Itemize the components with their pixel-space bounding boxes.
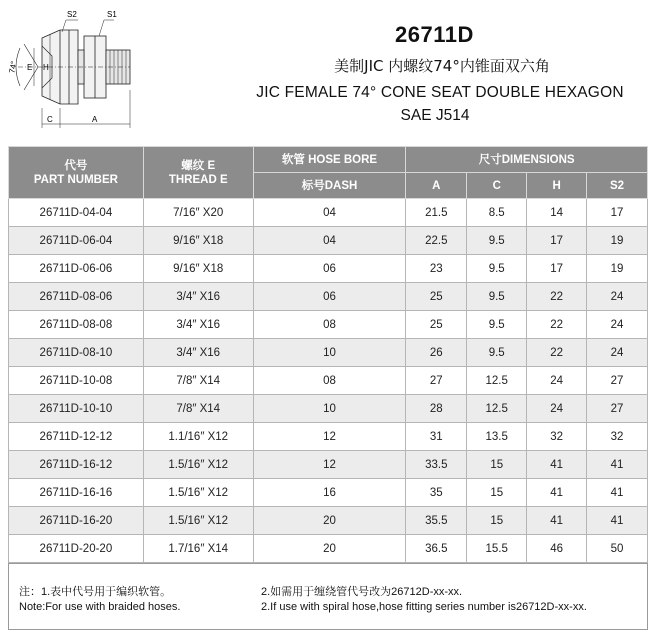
label-s2: S2 [67, 10, 77, 19]
cell-dash: 06 [253, 255, 406, 283]
label-s1: S1 [107, 10, 117, 19]
cell-c: 9.5 [467, 339, 527, 367]
part-series-code: 26711D [395, 22, 474, 47]
cell-c: 13.5 [467, 423, 527, 451]
cell-h: 17 [527, 227, 587, 255]
cell-h: 22 [527, 283, 587, 311]
cell-a: 33.5 [406, 451, 467, 479]
cell-h: 14 [527, 199, 587, 227]
cell-s2: 41 [587, 451, 648, 479]
cell-dash: 16 [253, 479, 406, 507]
cell-h: 24 [527, 367, 587, 395]
cell-c: 9.5 [467, 311, 527, 339]
title-english: JIC FEMALE 74° CONE SEAT DOUBLE HEXAGON [256, 84, 624, 101]
label-angle: 74° [7, 60, 19, 74]
table-row [9, 283, 648, 311]
cell-a: 21.5 [406, 199, 467, 227]
header-thread-cn: 螺纹 E [181, 159, 216, 172]
table-row [9, 535, 648, 563]
cell-thread: 3/4″ X16 [143, 311, 253, 339]
cell-c: 9.5 [467, 227, 527, 255]
cell-c: 15 [467, 451, 527, 479]
cell-part-number: 26711D-20-20 [9, 535, 144, 563]
cell-a: 36.5 [406, 535, 467, 563]
cell-h: 17 [527, 255, 587, 283]
cell-s2: 17 [587, 199, 648, 227]
cell-dash: 06 [253, 283, 406, 311]
cell-a: 23 [406, 255, 467, 283]
cell-dash: 12 [253, 451, 406, 479]
cell-thread: 1.1/16″ X12 [143, 423, 253, 451]
cell-h: 24 [527, 395, 587, 423]
cell-s2: 41 [587, 479, 648, 507]
table-row [9, 199, 648, 227]
cell-a: 26 [406, 339, 467, 367]
cell-part-number: 26711D-12-12 [9, 423, 144, 451]
cell-a: 25 [406, 311, 467, 339]
cell-h: 41 [527, 451, 587, 479]
cell-dash: 10 [253, 339, 406, 367]
cell-part-number: 26711D-04-04 [9, 199, 144, 227]
note-2-en: 2.If use with spiral hose,hose fitting series number is26712D-xx-xx. [261, 601, 587, 613]
cell-thread: 7/8″ X14 [143, 367, 253, 395]
table-row [9, 227, 648, 255]
header-a: A [406, 173, 467, 199]
cell-part-number: 26711D-08-10 [9, 339, 144, 367]
table-row [9, 395, 648, 423]
cell-part-number: 26711D-16-20 [9, 507, 144, 535]
table-row [9, 423, 648, 451]
cell-part-number: 26711D-08-06 [9, 283, 144, 311]
cell-c: 12.5 [467, 395, 527, 423]
cell-s2: 24 [587, 339, 648, 367]
cell-thread: 1.5/16″ X12 [143, 479, 253, 507]
header-thread-en: THREAD E [168, 173, 228, 186]
cell-dash: 10 [253, 395, 406, 423]
title-chinese: 美制JIC 内螺纹74°内锥面双六角 [334, 57, 550, 75]
table-row [9, 479, 648, 507]
table-row [9, 311, 648, 339]
table-row [9, 255, 648, 283]
notes-box [8, 563, 648, 630]
note-1-cn: 注：1.表中代号用于编织软管。 [19, 586, 172, 598]
header-dimensions: 尺寸DIMENSIONS [406, 147, 648, 173]
cell-c: 15.5 [467, 535, 527, 563]
cell-thread: 3/4″ X16 [143, 339, 253, 367]
label-a: A [92, 115, 98, 124]
cell-s2: 32 [587, 423, 648, 451]
cell-dash: 12 [253, 423, 406, 451]
cell-a: 35 [406, 479, 467, 507]
table-row [9, 339, 648, 367]
header-s2: S2 [587, 173, 648, 199]
cell-a: 27 [406, 367, 467, 395]
cell-s2: 24 [587, 311, 648, 339]
note-1-en: Note:For use with braided hoses. [19, 601, 181, 613]
cell-s2: 50 [587, 535, 648, 563]
cell-part-number: 26711D-06-04 [9, 227, 144, 255]
cell-h: 32 [527, 423, 587, 451]
label-h: H [43, 63, 49, 72]
cell-part-number: 26711D-08-08 [9, 311, 144, 339]
header-thread [143, 147, 253, 199]
cell-part-number: 26711D-16-12 [9, 451, 144, 479]
table-row [9, 367, 648, 395]
cell-thread: 1.5/16″ X12 [143, 451, 253, 479]
header-part-en: PART NUMBER [33, 173, 118, 186]
cell-a: 35.5 [406, 507, 467, 535]
cell-dash: 08 [253, 367, 406, 395]
cell-dash: 04 [253, 199, 406, 227]
fitting-drawing [4, 4, 132, 132]
cell-part-number: 26711D-10-10 [9, 395, 144, 423]
cell-c: 15 [467, 479, 527, 507]
header-h: H [527, 173, 587, 199]
dimensions-table [8, 146, 648, 563]
table-row [9, 451, 648, 479]
cell-h: 41 [527, 479, 587, 507]
cell-thread: 9/16″ X18 [143, 255, 253, 283]
header-c: C [467, 173, 527, 199]
note-2-cn: 2.如需用于缠绕管代号改为26712D-xx-xx. [261, 586, 463, 598]
cell-a: 25 [406, 283, 467, 311]
label-c: C [47, 115, 53, 124]
cell-h: 41 [527, 507, 587, 535]
cell-a: 28 [406, 395, 467, 423]
cell-c: 9.5 [467, 255, 527, 283]
table-row [9, 507, 648, 535]
standard-label: SAE J514 [400, 107, 470, 124]
cell-h: 22 [527, 339, 587, 367]
cell-dash: 04 [253, 227, 406, 255]
cell-s2: 24 [587, 283, 648, 311]
cell-thread: 9/16″ X18 [143, 227, 253, 255]
cell-thread: 7/16″ X20 [143, 199, 253, 227]
cell-thread: 1.7/16″ X14 [143, 535, 253, 563]
cell-s2: 19 [587, 227, 648, 255]
cell-dash: 08 [253, 311, 406, 339]
label-e: E [27, 63, 33, 72]
cell-dash: 20 [253, 507, 406, 535]
cell-thread: 3/4″ X16 [143, 283, 253, 311]
cell-c: 15 [467, 507, 527, 535]
header-hose-bore: 软管 HOSE BORE [253, 147, 406, 173]
cell-part-number: 26711D-06-06 [9, 255, 144, 283]
cell-c: 9.5 [467, 283, 527, 311]
cell-part-number: 26711D-16-16 [9, 479, 144, 507]
cell-h: 46 [527, 535, 587, 563]
cell-s2: 41 [587, 507, 648, 535]
cell-thread: 7/8″ X14 [143, 395, 253, 423]
cell-a: 31 [406, 423, 467, 451]
header-dash: 标号DASH [253, 173, 406, 199]
cell-c: 12.5 [467, 367, 527, 395]
cell-h: 22 [527, 311, 587, 339]
cell-c: 8.5 [467, 199, 527, 227]
cell-s2: 27 [587, 395, 648, 423]
cell-a: 22.5 [406, 227, 467, 255]
header-part-cn: 代号 [64, 159, 88, 172]
cell-dash: 20 [253, 535, 406, 563]
header-part-number [9, 147, 144, 199]
cell-s2: 27 [587, 367, 648, 395]
cell-part-number: 26711D-10-08 [9, 367, 144, 395]
cell-s2: 19 [587, 255, 648, 283]
cell-thread: 1.5/16″ X12 [143, 507, 253, 535]
